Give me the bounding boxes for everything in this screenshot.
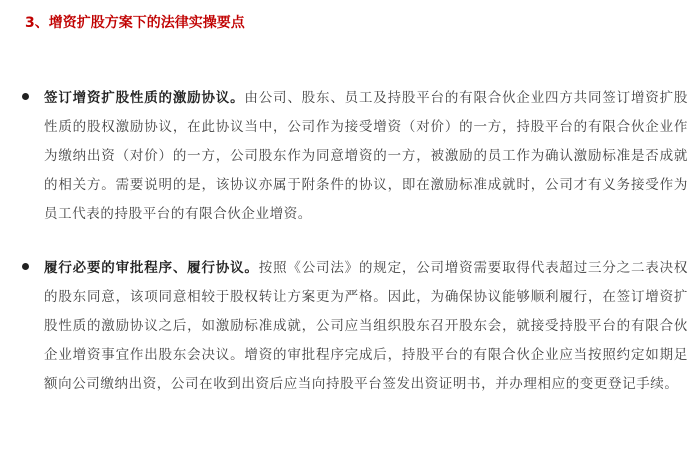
list-item-body: 按照《公司法》的规定，公司增资需要取得代表超过三分之二表决权的股东同意，该项同意相较于股权转让方案更为严格。因此，为确保协议能够顺利履行，在签订增资扩股性质的激励协议之后，如激励标准成就，公司应当组织股东召开股东会，就接受持股平台的有限合伙企业增资事宜作出股东会决议。增资的审批程序完成后，持股平台的有限合伙企业应当按照约定如期足额向公司缴纳出资，公司在收到出资后应当向持股平台签发出资证明书，并办理相应的变更登记手续。 xyxy=(44,260,689,392)
list-item-title: 履行必要的审批程序、履行协议。 xyxy=(44,260,259,276)
bullet-icon xyxy=(22,263,29,270)
bullet-icon xyxy=(22,93,29,100)
list-item xyxy=(20,84,688,229)
list-item xyxy=(20,254,688,399)
list-item-text xyxy=(44,84,688,229)
list-item-title: 签订增资扩股性质的激励协议。 xyxy=(44,90,245,106)
list-item-text xyxy=(44,254,688,399)
section-heading: 3、增资扩股方案下的法律实操要点 xyxy=(25,15,245,31)
list-item-body: 由公司、股东、员工及持股平台的有限合伙企业四方共同签订增资扩股性质的股权激励协议，在此协议当中，公司作为接受增资（对价）的一方，持股平台的有限合伙企业作为缴纳出资（对价）的一方，公司股东作为同意增资的一方，被激励的员工作为确认激励标准是否成就的相关方。需要说明的是，该协议亦属于附条件的协议，即在激励标准成就时，公司才有义务接受作为员工代表的持股平台的有限合伙企业增资。 xyxy=(44,90,688,222)
